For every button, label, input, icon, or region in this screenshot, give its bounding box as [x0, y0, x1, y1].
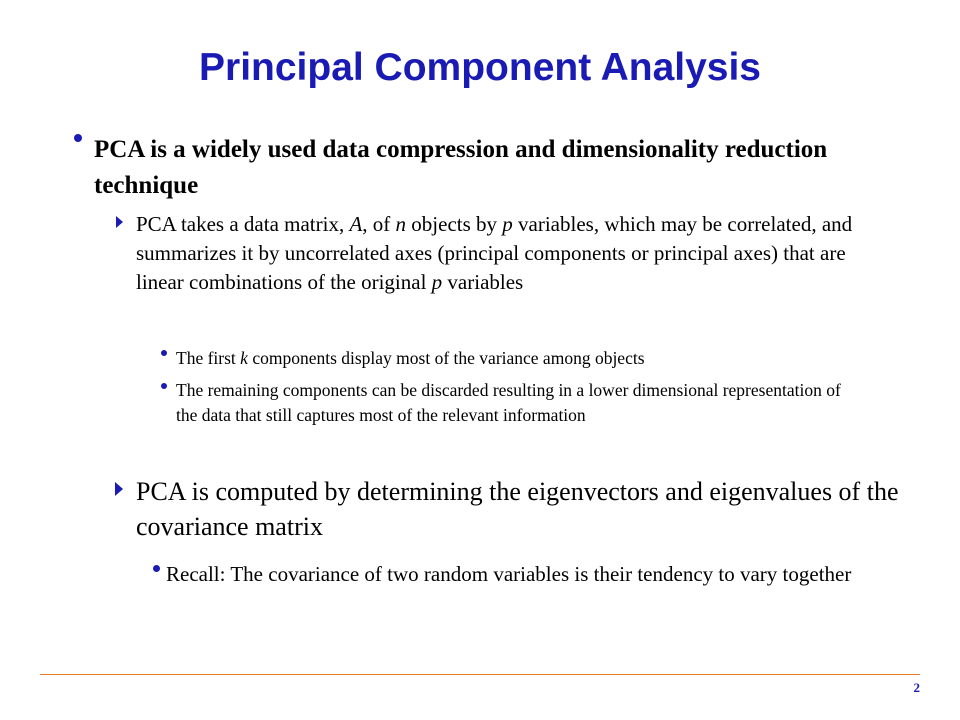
footer-divider	[40, 674, 920, 675]
text-run: variables, which may be correlated, and summarizes it by uncorrelated axes (principal components or principal axes) that are linear combinations of the original	[136, 212, 853, 294]
bullet-pca-computed	[136, 474, 916, 544]
text-run: , of	[362, 212, 396, 236]
bullet-recall-covariance	[166, 560, 916, 589]
page-number: 2	[913, 680, 920, 695]
text-run: objects by	[406, 212, 503, 236]
text-run: PCA takes a data matrix,	[136, 212, 350, 236]
bullet-remaining-components-text: The remaining components can be discarded resulting in a lower dimensional representation of the data that still captures most of the relevant information	[176, 380, 841, 425]
bullet-dot-icon	[161, 350, 167, 356]
bullet-dot-icon	[74, 134, 82, 142]
bullet-remaining-components	[176, 378, 856, 428]
var-p: p	[431, 270, 443, 294]
bullet-dot-icon	[161, 383, 167, 389]
bullet-first-k-components	[176, 346, 896, 371]
var-p: p	[502, 212, 513, 236]
text-run: The first	[176, 348, 241, 368]
bullet-main	[94, 132, 924, 204]
bullet-dot-icon	[153, 565, 160, 572]
var-k: k	[240, 348, 248, 368]
bullet-pca-data-matrix	[136, 210, 896, 297]
bullet-pca-computed-text: PCA is computed by determining the eigenvectors and eigenvalues of the covariance matrix	[136, 477, 899, 541]
bullet-main-text: PCA is a widely used data compression and dimensionality reduction technique	[94, 136, 828, 199]
text-run: components display most of the variance among objects	[247, 348, 645, 368]
slide-title: Principal Component Analysis	[199, 46, 761, 89]
bullet-first-k-components-text	[176, 346, 896, 371]
text-run: variables	[442, 270, 524, 294]
bullet-triangle-icon	[116, 216, 123, 228]
bullet-triangle-icon	[115, 482, 123, 496]
var-a: A	[349, 212, 363, 236]
bullet-recall-covariance-text: Recall: The covariance of two random variables is their tendency to vary together	[166, 562, 852, 586]
bullet-pca-data-matrix-text	[136, 210, 896, 297]
var-n: n	[395, 212, 407, 236]
